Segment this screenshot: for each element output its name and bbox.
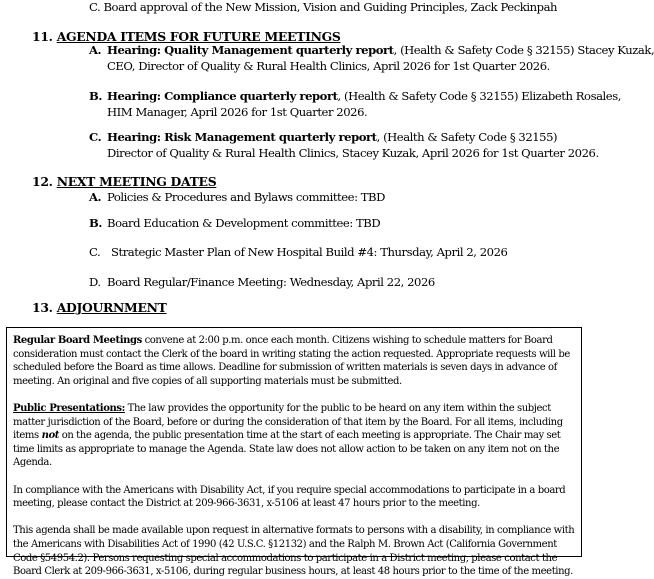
section-12-item-d xyxy=(89,274,435,290)
item-text: Strategic Master Plan of New Hospital Build #4: Thursday, April 2, 2026 xyxy=(111,245,508,259)
item-text: Board Education & Development committee: TBD xyxy=(107,216,381,230)
notice-not-emphasis: not xyxy=(41,430,59,442)
notice-public-presentations-label: Public Presentations: xyxy=(13,402,125,414)
item-text: Policies & Procedures and Bylaws committee: TBD xyxy=(107,190,385,204)
section-12-item-a xyxy=(89,189,385,205)
section-12-number: 12. xyxy=(32,174,53,189)
section-11-item-a xyxy=(89,42,654,74)
section-11-title: AGENDA ITEMS FOR FUTURE MEETINGS xyxy=(56,29,341,44)
item-detail: , (Health & Safety Code § 32155) Elizabeth Rosales, xyxy=(337,89,621,103)
section-12-item-c xyxy=(89,244,507,260)
item-text: Board Regular/Finance Meeting: Wednesday, April 22, 2026 xyxy=(107,275,435,289)
notice-public-presentations xyxy=(13,402,575,470)
section-12-item-b xyxy=(89,215,380,231)
meeting-notice-box xyxy=(6,327,582,578)
item-detail-line2: Director of Quality & Rural Health Clinics, Stacey Kuzak, April 2026 for 1st Quarter 2026. xyxy=(107,146,599,160)
notice-regular-meetings xyxy=(13,334,575,388)
item-detail: , (Health & Safety Code § 32155) xyxy=(376,130,558,144)
item-letter: B. xyxy=(89,89,102,103)
item-letter: A. xyxy=(89,190,102,204)
item-detail: , (Health & Safety Code § 32155) Stacey Kuzak, xyxy=(393,43,654,57)
item-bold-title: Hearing: Quality Management quarterly report xyxy=(107,43,394,57)
item-letter: A. xyxy=(89,43,102,57)
section-12-title: NEXT MEETING DATES xyxy=(56,174,217,189)
item-bold-title: Hearing: Compliance quarterly report xyxy=(107,89,338,103)
notice-public-presentations-text-a: The law provides the opportunity for the public to be heard on any item within the subject matter jurisdiction of the Board, before or during the consideration of that item by the Board. For all items, including items xyxy=(13,402,563,442)
item-detail-line2: HIM Manager, April 2026 for 1st Quarter 2026. xyxy=(107,105,368,119)
section-11-item-b xyxy=(89,88,621,120)
item-letter: B. xyxy=(89,216,102,230)
notice-alternative-formats: This agenda shall be made available upon request in alternative formats to persons with a disability, in compliance with the Americans with Disabilities Act of 1990 (42 U.S.C. §12132) and the Ralph M. Brown Act (California Government Code §54954.2). Persons requesting special accommodations to participate in a District meeting, please contact the Board Clerk at 209-966-3631, x-5106, during regular business hours, at least 48 hours prior to the time of the meeting. xyxy=(13,525,575,578)
item-letter: C. xyxy=(89,130,102,144)
section-13-heading xyxy=(32,300,167,315)
section-12-heading xyxy=(32,174,216,189)
notice-public-presentations-text-b: on the agenda, the public presentation time at the start of each meeting is appropriate. The Chair may set time limits as appropriate to manage the Agenda. State law does not allow action to be taken on any item not on the Agenda. xyxy=(13,430,561,469)
item-10c-text: C. Board approval of the New Mission, Vision and Guiding Principles, Zack Peckinpah xyxy=(89,0,558,14)
item-letter: D. xyxy=(89,275,101,289)
section-13-number: 13. xyxy=(32,300,53,315)
item-bold-title: Hearing: Risk Management quarterly report xyxy=(107,130,377,144)
item-detail-line2: CEO, Director of Quality & Rural Health Clinics, April 2026 for 1st Quarter 2026. xyxy=(107,59,550,73)
notice-regular-meetings-label: Regular Board Meetings xyxy=(13,335,142,346)
section-13-title: ADJOURNMENT xyxy=(56,300,167,315)
notice-ada-compliance: In compliance with the Americans with Disability Act, if you require special accommodations to participate in a board meeting, please contact the District at 209-966-3631, x-5106 at least 47 hours prior to the meeting. xyxy=(13,484,566,510)
notice-regular-meetings-text: convene at 2:00 p.m. once each month. Citizens wishing to schedule matters for Board consideration must contact the Clerk of the board in writing stating the action requested. Appropriate requests will be scheduled before the Board as time allows. Deadline for submission of written materials is seven days in advance of meeting. An original and five copies of all supporting materials must be submitted. xyxy=(13,335,570,387)
section-11-item-c xyxy=(89,129,599,161)
item-letter: C. xyxy=(89,245,101,259)
section-11-number: 11. xyxy=(32,29,53,44)
